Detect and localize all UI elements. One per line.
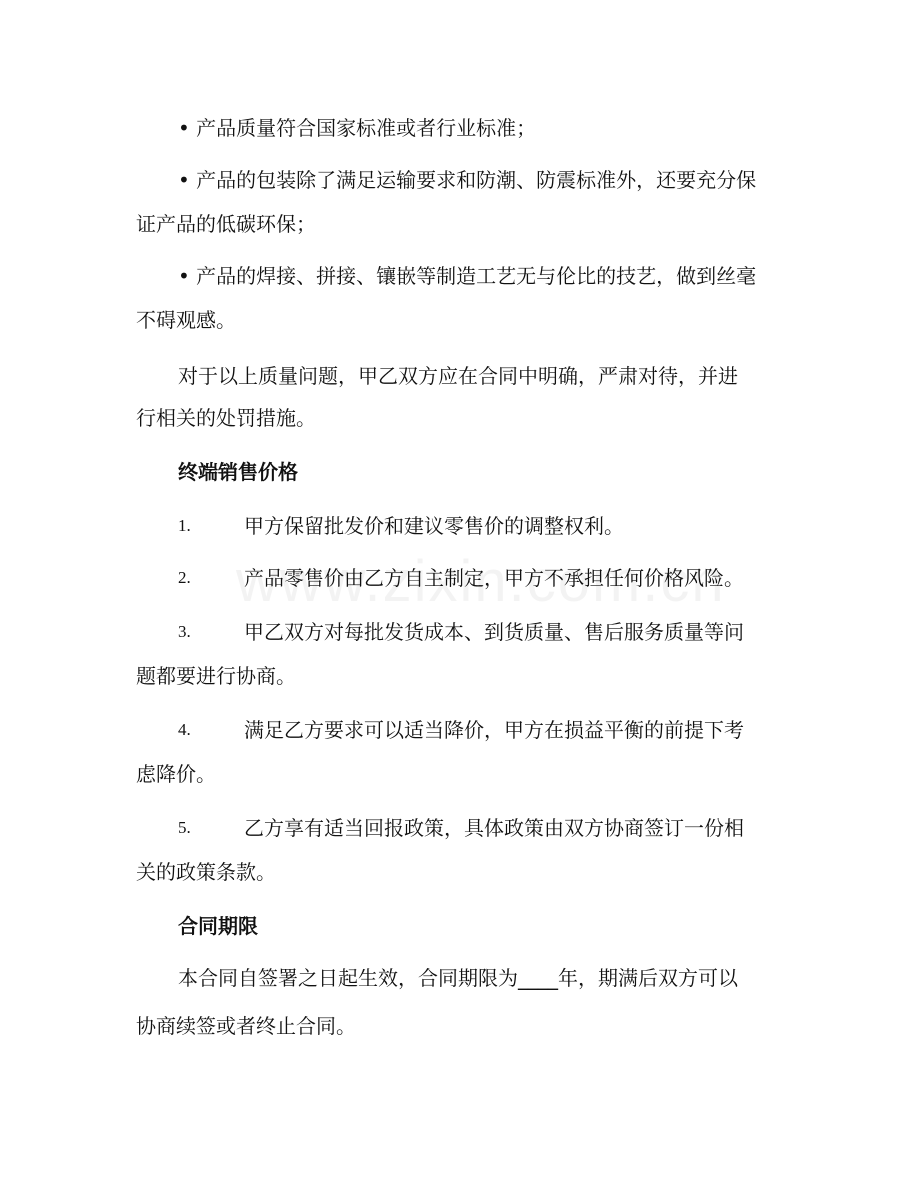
term-line-2: 协商续签或者终止合同。	[136, 1014, 356, 1038]
pricing-item-text: 甲乙双方对每批发货成本、到货质量、售后服务质量等问	[244, 620, 744, 644]
pricing-item-text-continued: 虑降价。	[136, 762, 216, 786]
pricing-item-number: 2.	[178, 568, 191, 587]
quality-bullet-2-line-1: • 产品的包装除了满足运输要求和防潮、防震标准外，还要充分保	[178, 168, 757, 192]
quality-bullet-3-line-2: 不碍观感。	[136, 308, 236, 332]
pricing-item-text-continued: 题都要进行协商。	[136, 664, 296, 688]
pricing-item-number: 1.	[178, 516, 191, 535]
quality-summary-line-1: 对于以上质量问题，甲乙双方应在合同中明确，严肃对待，并进	[178, 364, 738, 388]
quality-summary-line-2: 行相关的处罚措施。	[136, 406, 316, 430]
pricing-item-text: 甲方保留批发价和建议零售价的调整权利。	[244, 514, 624, 538]
pricing-heading: 终端销售价格	[178, 460, 298, 484]
pricing-item-text-continued: 关的政策条款。	[136, 860, 276, 884]
pricing-item-number: 4.	[178, 720, 191, 739]
term-line-1: 本合同自签署之日起生效，合同期限为____年，期满后双方可以	[178, 966, 738, 990]
quality-bullet-1: • 产品质量符合国家标准或者行业标准；	[178, 116, 537, 140]
pricing-item-text: 产品零售价由乙方自主制定，甲方不承担任何价格风险。	[244, 566, 744, 590]
pricing-item-number: 5.	[178, 818, 191, 837]
quality-bullet-3-line-1: • 产品的焊接、拼接、镶嵌等制造工艺无与伦比的技艺，做到丝毫	[178, 264, 757, 288]
pricing-item-number: 3.	[178, 622, 191, 641]
quality-bullet-2-line-2: 证产品的低碳环保；	[136, 212, 316, 236]
pricing-item-text: 乙方享有适当回报政策，具体政策由双方协商签订一份相	[244, 816, 744, 840]
term-heading: 合同期限	[178, 914, 258, 938]
pricing-item-text: 满足乙方要求可以适当降价，甲方在损益平衡的前提下考	[244, 718, 744, 742]
